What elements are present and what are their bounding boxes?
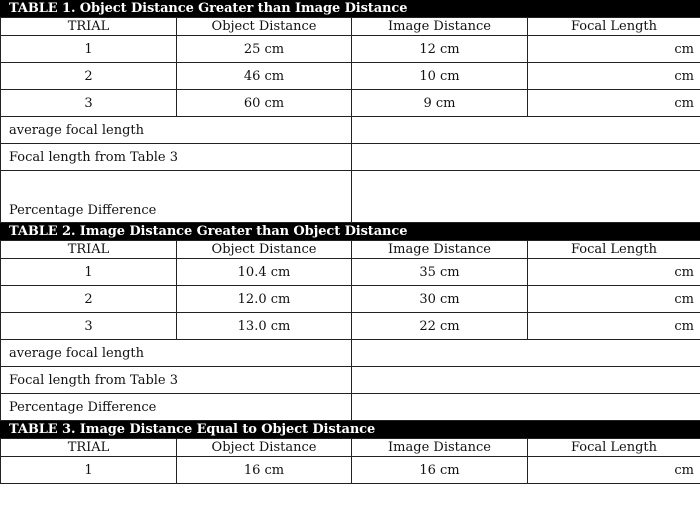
focal-length-cell[interactable]: cm xyxy=(528,90,700,117)
percentage-difference-row xyxy=(1,394,700,421)
average-focal-length-label: average focal length xyxy=(1,340,352,367)
header-focal-length: Focal Length xyxy=(528,18,700,36)
object-distance-cell: 60 cm xyxy=(177,90,352,117)
header-object-distance: Object Distance xyxy=(177,241,352,259)
table2-title: TABLE 2. Image Distance Greater than Object Distance xyxy=(0,223,700,240)
table1-header-row xyxy=(1,18,700,36)
table3 xyxy=(0,438,700,484)
table-row xyxy=(1,63,700,90)
percentage-difference-row xyxy=(1,171,700,223)
object-distance-cell: 13.0 cm xyxy=(177,313,352,340)
focal-length-cell[interactable]: cm xyxy=(528,259,700,286)
image-distance-cell: 12 cm xyxy=(352,36,528,63)
focal-length-reference-row xyxy=(1,144,700,171)
table2-header-row xyxy=(1,241,700,259)
table3-title: TABLE 3. Image Distance Equal to Object Distance xyxy=(0,421,700,438)
image-distance-cell: 9 cm xyxy=(352,90,528,117)
focal-length-cell[interactable]: cm xyxy=(528,36,700,63)
header-image-distance: Image Distance xyxy=(352,241,528,259)
focal-length-reference-label: Focal length from Table 3 xyxy=(1,367,352,394)
header-object-distance: Object Distance xyxy=(177,439,352,457)
image-distance-cell: 35 cm xyxy=(352,259,528,286)
average-focal-length-label: average focal length xyxy=(1,117,352,144)
trial-cell: 3 xyxy=(1,90,177,117)
trial-cell: 2 xyxy=(1,63,177,90)
table1 xyxy=(0,17,700,223)
image-distance-cell: 16 cm xyxy=(352,457,528,484)
trial-cell: 1 xyxy=(1,457,177,484)
table-row xyxy=(1,259,700,286)
focal-length-reference-value[interactable] xyxy=(352,367,700,394)
trial-cell: 1 xyxy=(1,36,177,63)
table2 xyxy=(0,240,700,421)
percentage-difference-label: Percentage Difference xyxy=(1,171,352,223)
average-focal-length-value[interactable] xyxy=(352,117,700,144)
average-focal-length-row xyxy=(1,117,700,144)
header-trial: TRIAL xyxy=(1,241,177,259)
average-focal-length-row xyxy=(1,340,700,367)
header-focal-length: Focal Length xyxy=(528,439,700,457)
table-row xyxy=(1,90,700,117)
percentage-difference-value[interactable] xyxy=(352,171,700,223)
image-distance-cell: 22 cm xyxy=(352,313,528,340)
header-object-distance: Object Distance xyxy=(177,18,352,36)
object-distance-cell: 16 cm xyxy=(177,457,352,484)
focal-length-cell[interactable]: cm xyxy=(528,313,700,340)
header-trial: TRIAL xyxy=(1,18,177,36)
table3-header-row xyxy=(1,439,700,457)
object-distance-cell: 46 cm xyxy=(177,63,352,90)
table-row xyxy=(1,286,700,313)
focal-length-cell[interactable]: cm xyxy=(528,286,700,313)
header-image-distance: Image Distance xyxy=(352,18,528,36)
trial-cell: 2 xyxy=(1,286,177,313)
header-trial: TRIAL xyxy=(1,439,177,457)
table-row xyxy=(1,313,700,340)
image-distance-cell: 30 cm xyxy=(352,286,528,313)
table-row xyxy=(1,36,700,63)
trial-cell: 3 xyxy=(1,313,177,340)
object-distance-cell: 12.0 cm xyxy=(177,286,352,313)
focal-length-reference-row xyxy=(1,367,700,394)
object-distance-cell: 10.4 cm xyxy=(177,259,352,286)
focal-length-reference-value[interactable] xyxy=(352,144,700,171)
object-distance-cell: 25 cm xyxy=(177,36,352,63)
focal-length-cell[interactable]: cm xyxy=(528,457,700,484)
percentage-difference-label: Percentage Difference xyxy=(1,394,352,421)
focal-length-reference-label: Focal length from Table 3 xyxy=(1,144,352,171)
table1-title: TABLE 1. Object Distance Greater than Image Distance xyxy=(0,0,700,17)
table-row xyxy=(1,457,700,484)
percentage-difference-value[interactable] xyxy=(352,394,700,421)
focal-length-cell[interactable]: cm xyxy=(528,63,700,90)
average-focal-length-value[interactable] xyxy=(352,340,700,367)
header-image-distance: Image Distance xyxy=(352,439,528,457)
image-distance-cell: 10 cm xyxy=(352,63,528,90)
header-focal-length: Focal Length xyxy=(528,241,700,259)
trial-cell: 1 xyxy=(1,259,177,286)
